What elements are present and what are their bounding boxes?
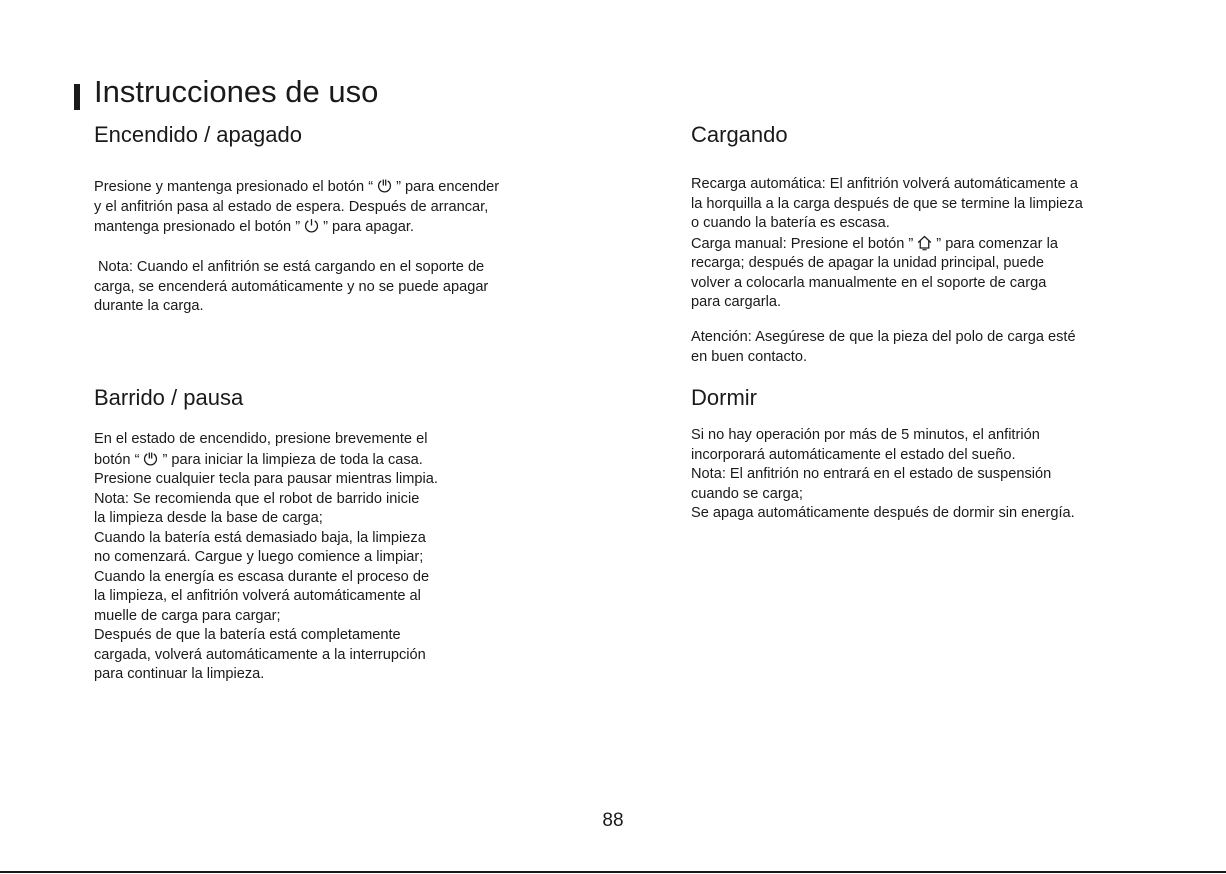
section-title-barrido: Barrido / pausa bbox=[94, 385, 244, 410]
encendido-line-1: Presione y mantenga presionado el botón “ ” para encender bbox=[94, 179, 500, 195]
encendido-instructions bbox=[94, 177, 499, 238]
encendido-line-2: y el anfitrión pasa al estado de espera. Después de arrancar, bbox=[94, 198, 489, 215]
home-icon bbox=[916, 234, 933, 251]
cargando-instructions: Recarga automática: El anfitrión volverá automáticamente a la horquilla a la carga después de que se termine la limpieza o cuando la batería es escasa. Carga manual: Presione el botón ” ” para comenzar la recarga; después de apagar la unidad principal, puede volver a colocarla manualmente en el soporte de carga para cargarla. bbox=[691, 176, 1083, 310]
encendido-note: Nota: Cuando el anfitrión se está cargando en el soporte de carga, se encenderá automáticamente y no se puede apagar durante la carga. bbox=[94, 259, 489, 314]
cargando-attention: Atención: Asegúrese de que la pieza del polo de carga esté en buen contacto. bbox=[691, 329, 1076, 365]
power-icon bbox=[142, 450, 159, 467]
power-icon bbox=[303, 217, 320, 234]
dormir-instructions: Si no hay operación por más de 5 minutos, el anfitrión incorporará automáticamente el estado del sueño. Nota: El anfitrión no entrará en el estado de suspensión cuando se carga; Se apaga automáticamente después de dormir sin energía. bbox=[691, 427, 1075, 521]
bottom-rule bbox=[0, 871, 1226, 873]
power-icon bbox=[376, 177, 393, 194]
page-number: 88 bbox=[602, 810, 624, 831]
encendido-line-3: mantenga presionado el botón ” ” para apagar. bbox=[94, 219, 414, 235]
section-title-encendido: Encendido / apagado bbox=[94, 122, 302, 147]
section-title-cargando: Cargando bbox=[691, 122, 788, 147]
barrido-instructions: En el estado de encendido, presione brevemente el botón “ ” para iniciar la limpieza de toda la casa. Presione cualquier tecla para pausar mientras limpia. Nota: Se recomienda que el robot de barrido inicie la limpieza desde la base de carga; Cuando la batería está demasiado baja, la limpieza no comenzará. Cargue y luego comience a limpiar; Cuando la energía es escasa durante el proceso de la limpieza, el anfitrión volverá automáticamente al muelle de carga para cargar; Después de que la batería está completamente cargada, volverá automáticamente a la interrupción para continuar la limpieza. bbox=[94, 431, 438, 682]
page-title: Instrucciones de uso bbox=[94, 74, 379, 109]
section-title-dormir: Dormir bbox=[691, 385, 757, 410]
title-accent-bar bbox=[74, 84, 80, 110]
